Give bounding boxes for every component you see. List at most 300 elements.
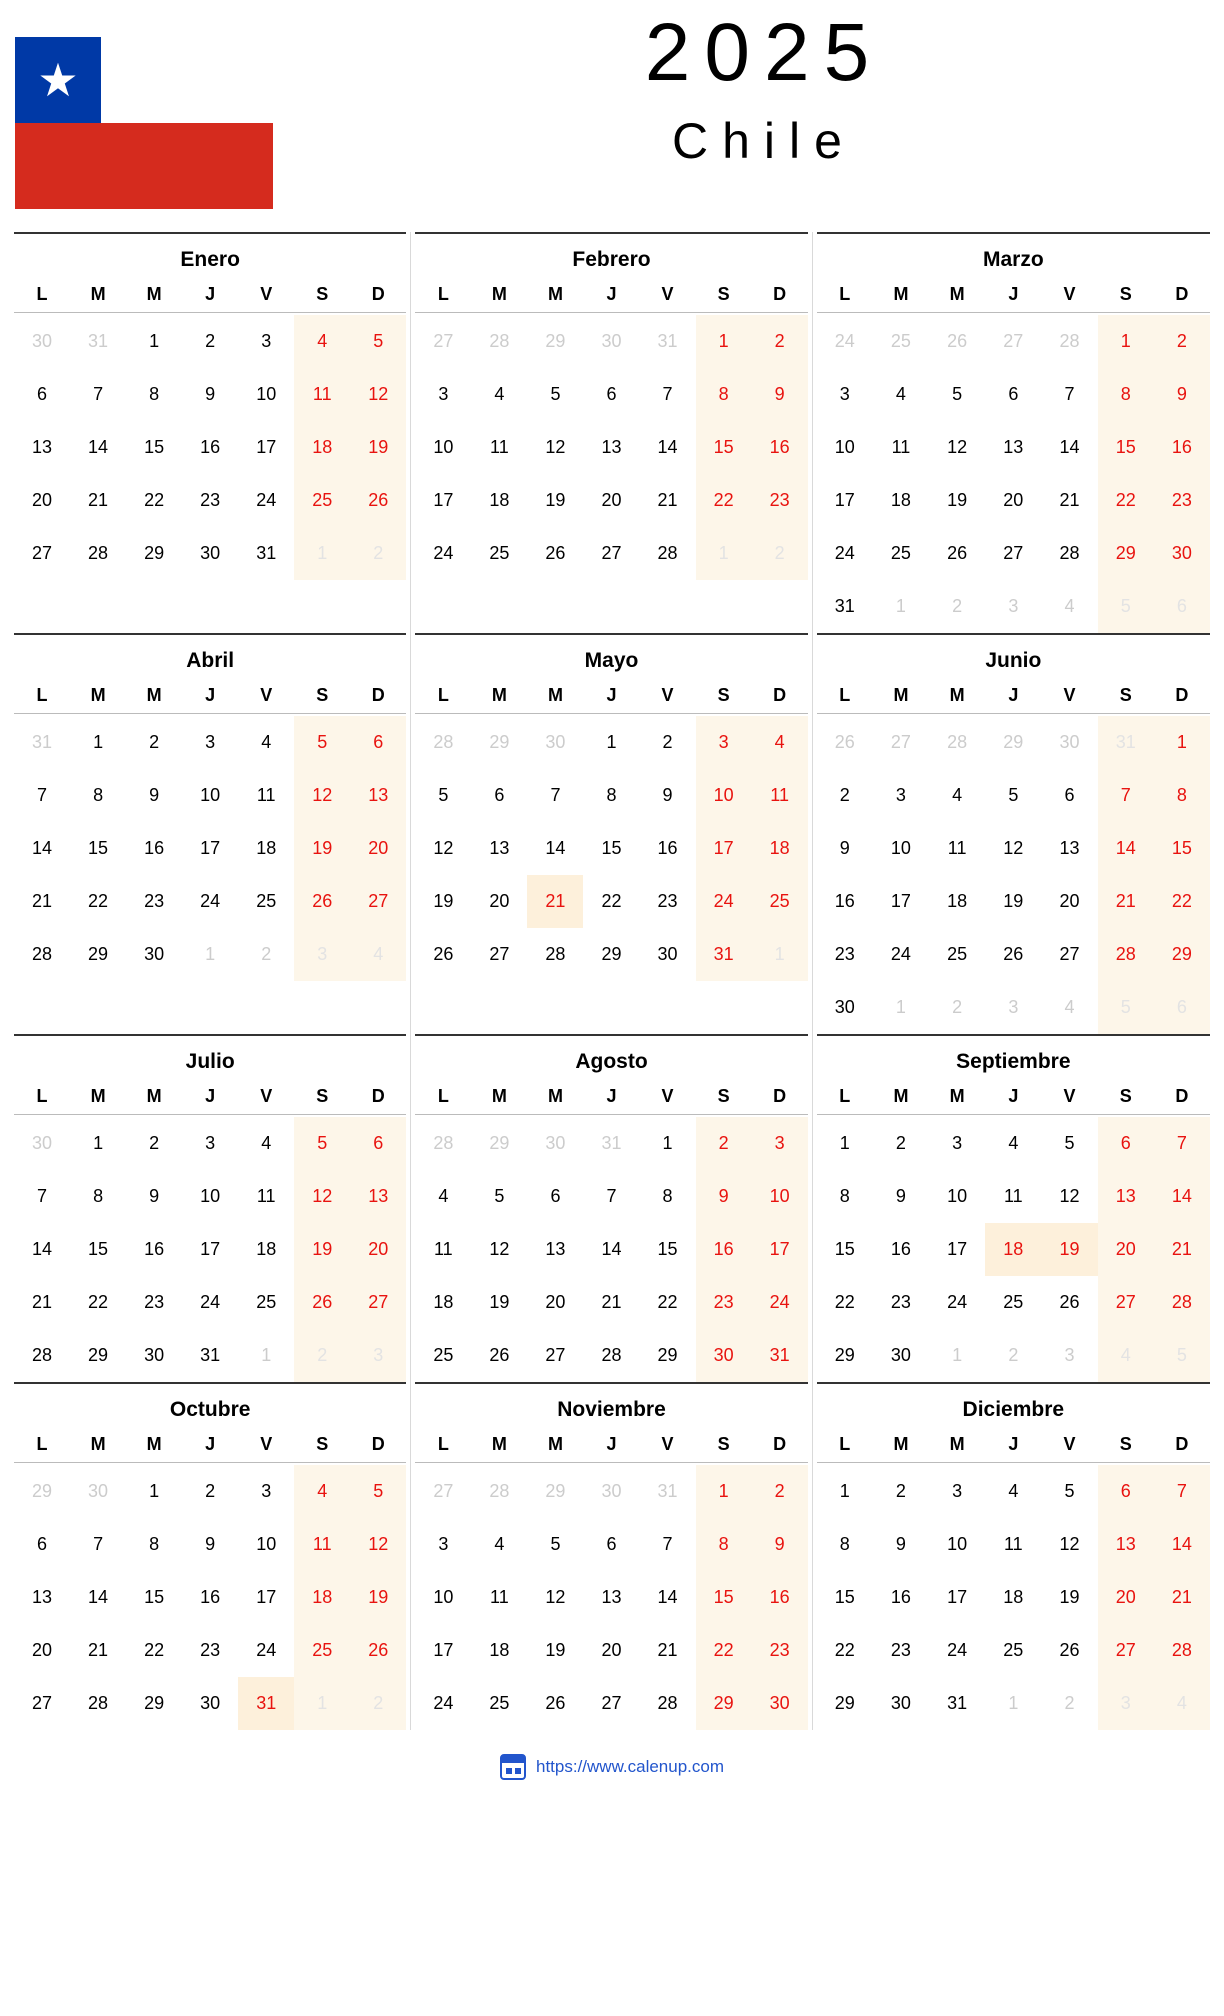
day-cell[interactable]: 8: [696, 368, 752, 421]
day-cell[interactable]: 21: [32, 891, 53, 911]
day-cell[interactable]: 8: [696, 1518, 752, 1571]
day-cell[interactable]: 2: [839, 785, 850, 805]
day-cell[interactable]: 16: [200, 1587, 221, 1607]
day-cell[interactable]: 1: [93, 1133, 104, 1153]
day-cell[interactable]: 29: [545, 1481, 566, 1501]
day-cell[interactable]: 12: [350, 368, 406, 421]
day-cell[interactable]: 3: [1098, 1677, 1154, 1730]
day-cell[interactable]: 22: [88, 1292, 109, 1312]
day-cell[interactable]: 1: [839, 1481, 850, 1501]
day-cell[interactable]: 21: [1098, 875, 1154, 928]
day-cell[interactable]: 4: [752, 716, 808, 769]
day-cell[interactable]: 30: [1059, 732, 1080, 752]
day-cell[interactable]: 27: [32, 543, 53, 563]
day-cell[interactable]: 16: [696, 1223, 752, 1276]
day-cell[interactable]: 1: [895, 997, 906, 1017]
day-cell[interactable]: 7: [1154, 1465, 1210, 1518]
day-cell[interactable]: 2: [205, 1481, 216, 1501]
day-cell[interactable]: 14: [601, 1239, 622, 1259]
day-cell[interactable]: 7: [1064, 384, 1075, 404]
day-cell[interactable]: 4: [1064, 596, 1075, 616]
day-cell[interactable]: 15: [834, 1239, 855, 1259]
day-cell[interactable]: 3: [205, 1133, 216, 1153]
day-cell[interactable]: 31: [696, 928, 752, 981]
day-cell[interactable]: 3: [752, 1117, 808, 1170]
day-cell[interactable]: 27: [1098, 1624, 1154, 1677]
day-cell[interactable]: 27: [1098, 1276, 1154, 1329]
day-cell[interactable]: 3: [261, 331, 272, 351]
day-cell[interactable]: 31: [200, 1345, 221, 1365]
day-cell[interactable]: 11: [434, 1239, 453, 1259]
day-cell[interactable]: 15: [88, 838, 109, 858]
day-cell[interactable]: 22: [834, 1640, 855, 1660]
day-cell[interactable]: 11: [1003, 1186, 1023, 1206]
day-cell[interactable]: 3: [261, 1481, 272, 1501]
day-cell[interactable]: 23: [657, 891, 678, 911]
day-cell[interactable]: 25: [256, 1292, 277, 1312]
day-cell[interactable]: 5: [294, 1117, 350, 1170]
day-cell[interactable]: 17: [752, 1223, 808, 1276]
day-cell[interactable]: 8: [662, 1186, 673, 1206]
day-cell[interactable]: 27: [601, 543, 622, 563]
day-cell[interactable]: 3: [1064, 1345, 1075, 1365]
day-cell[interactable]: 30: [545, 1133, 566, 1153]
day-cell[interactable]: 15: [144, 437, 165, 457]
day-cell[interactable]: 20: [350, 822, 406, 875]
day-cell[interactable]: 29: [834, 1693, 855, 1713]
day-cell[interactable]: 23: [752, 474, 808, 527]
day-cell[interactable]: 8: [1154, 769, 1210, 822]
day-cell[interactable]: 28: [947, 732, 968, 752]
day-cell[interactable]: 4: [1008, 1481, 1019, 1501]
day-cell[interactable]: 9: [205, 1534, 216, 1554]
day-cell[interactable]: 9: [662, 785, 673, 805]
day-cell[interactable]: 5: [1098, 580, 1154, 633]
day-cell[interactable]: 14: [545, 838, 566, 858]
day-cell[interactable]: 8: [839, 1534, 850, 1554]
day-cell[interactable]: 29: [144, 1693, 165, 1713]
day-cell[interactable]: 18: [256, 1239, 277, 1259]
day-cell[interactable]: 27: [1003, 543, 1024, 563]
day-cell[interactable]: 27: [1059, 944, 1080, 964]
day-cell[interactable]: 10: [200, 785, 221, 805]
day-cell[interactable]: 29: [834, 1345, 855, 1365]
day-cell[interactable]: 24: [200, 891, 221, 911]
day-cell[interactable]: 27: [32, 1693, 53, 1713]
day-cell[interactable]: 26: [350, 474, 406, 527]
day-cell[interactable]: 29: [657, 1345, 678, 1365]
day-cell[interactable]: 27: [433, 1481, 454, 1501]
day-cell[interactable]: 21: [32, 1292, 53, 1312]
day-cell[interactable]: 1: [1098, 315, 1154, 368]
day-cell[interactable]: 2: [149, 1133, 160, 1153]
day-cell[interactable]: 3: [839, 384, 850, 404]
day-cell[interactable]: 25: [947, 944, 968, 964]
day-cell[interactable]: 14: [1154, 1518, 1210, 1571]
day-cell[interactable]: 17: [433, 490, 454, 510]
day-cell[interactable]: 30: [545, 732, 566, 752]
day-cell[interactable]: 12: [1003, 838, 1024, 858]
day-cell[interactable]: 2: [952, 997, 963, 1017]
day-cell[interactable]: 4: [1154, 1677, 1210, 1730]
day-cell[interactable]: 12: [545, 1587, 566, 1607]
day-cell[interactable]: 22: [88, 891, 109, 911]
day-cell[interactable]: 1: [839, 1133, 850, 1153]
day-cell[interactable]: 13: [32, 437, 53, 457]
day-cell[interactable]: 3: [952, 1481, 963, 1501]
day-cell[interactable]: 28: [88, 1693, 109, 1713]
day-cell[interactable]: 28: [489, 1481, 510, 1501]
day-cell[interactable]: 3: [438, 1534, 449, 1554]
day-cell[interactable]: 21: [1154, 1571, 1210, 1624]
day-cell[interactable]: 18: [752, 822, 808, 875]
day-cell[interactable]: 27: [545, 1345, 566, 1365]
day-cell[interactable]: 2: [895, 1481, 906, 1501]
day-cell[interactable]: 30: [32, 1133, 53, 1153]
day-cell[interactable]: 16: [1154, 421, 1210, 474]
day-cell[interactable]: 5: [350, 315, 406, 368]
day-cell[interactable]: 26: [489, 1345, 510, 1365]
day-cell[interactable]: 28: [88, 543, 109, 563]
day-cell[interactable]: 27: [350, 1276, 406, 1329]
day-cell[interactable]: 21: [1059, 490, 1080, 510]
day-cell[interactable]: 30: [601, 331, 622, 351]
day-cell[interactable]: 2: [952, 596, 963, 616]
day-cell[interactable]: 28: [1098, 928, 1154, 981]
day-cell[interactable]: 6: [1154, 580, 1210, 633]
day-cell[interactable]: 24: [834, 331, 855, 351]
day-cell[interactable]: 21: [88, 490, 109, 510]
day-cell[interactable]: 6: [37, 384, 48, 404]
day-cell[interactable]: 30: [752, 1677, 808, 1730]
day-cell[interactable]: 18: [294, 1571, 350, 1624]
day-cell[interactable]: 1: [696, 1465, 752, 1518]
day-cell[interactable]: 28: [433, 1133, 454, 1153]
day-cell[interactable]: 19: [545, 490, 566, 510]
day-cell[interactable]: 13: [601, 1587, 622, 1607]
day-cell[interactable]: 29: [1098, 527, 1154, 580]
day-cell[interactable]: 13: [350, 769, 406, 822]
day-cell[interactable]: 13: [545, 1239, 566, 1259]
day-cell[interactable]: 27: [433, 331, 454, 351]
day-cell[interactable]: 14: [88, 1587, 109, 1607]
day-cell[interactable]: 5: [952, 384, 963, 404]
day-cell[interactable]: 12: [1059, 1534, 1080, 1554]
day-cell[interactable]: 17: [947, 1587, 968, 1607]
day-cell[interactable]: 31: [238, 1677, 294, 1730]
day-cell[interactable]: 7: [662, 1534, 673, 1554]
day-cell[interactable]: 3: [895, 785, 906, 805]
day-cell[interactable]: 25: [256, 891, 277, 911]
day-cell[interactable]: 24: [200, 1292, 221, 1312]
day-cell[interactable]: 10: [947, 1186, 968, 1206]
day-cell[interactable]: 15: [88, 1239, 109, 1259]
day-cell[interactable]: 1: [952, 1345, 963, 1365]
day-cell[interactable]: 31: [32, 732, 53, 752]
day-cell[interactable]: 4: [1008, 1133, 1019, 1153]
day-cell[interactable]: 14: [657, 437, 678, 457]
day-cell[interactable]: 20: [545, 1292, 566, 1312]
day-cell[interactable]: 10: [256, 384, 277, 404]
day-cell[interactable]: 27: [890, 732, 911, 752]
day-cell[interactable]: 20: [601, 490, 622, 510]
day-cell[interactable]: 31: [657, 331, 678, 351]
day-cell[interactable]: 31: [752, 1329, 808, 1382]
day-cell[interactable]: 10: [433, 1587, 454, 1607]
day-cell[interactable]: 9: [895, 1186, 906, 1206]
day-cell[interactable]: 11: [294, 368, 350, 421]
day-cell[interactable]: 21: [657, 1640, 678, 1660]
day-cell[interactable]: 5: [1154, 1329, 1210, 1382]
day-cell[interactable]: 29: [88, 1345, 109, 1365]
day-cell[interactable]: 12: [294, 1170, 350, 1223]
day-cell[interactable]: 25: [294, 1624, 350, 1677]
day-cell[interactable]: 7: [37, 785, 48, 805]
day-cell[interactable]: 28: [1059, 331, 1080, 351]
day-cell[interactable]: 3: [1008, 596, 1019, 616]
day-cell[interactable]: 16: [144, 838, 165, 858]
day-cell[interactable]: 10: [947, 1534, 968, 1554]
day-cell[interactable]: 5: [1064, 1481, 1075, 1501]
day-cell[interactable]: 26: [350, 1624, 406, 1677]
day-cell[interactable]: 1: [149, 1481, 160, 1501]
day-cell[interactable]: 2: [261, 944, 272, 964]
day-cell[interactable]: 11: [752, 769, 808, 822]
day-cell[interactable]: 26: [1003, 944, 1024, 964]
day-cell[interactable]: 25: [489, 1693, 510, 1713]
day-cell[interactable]: 7: [606, 1186, 617, 1206]
day-cell[interactable]: 14: [657, 1587, 678, 1607]
day-cell[interactable]: 29: [88, 944, 109, 964]
day-cell[interactable]: 22: [1098, 474, 1154, 527]
day-cell[interactable]: 5: [1008, 785, 1019, 805]
day-cell[interactable]: 19: [350, 421, 406, 474]
day-cell[interactable]: 4: [1098, 1329, 1154, 1382]
day-cell[interactable]: 2: [1064, 1693, 1075, 1713]
day-cell[interactable]: 19: [294, 1223, 350, 1276]
day-cell[interactable]: 19: [947, 490, 968, 510]
day-cell[interactable]: 10: [200, 1186, 221, 1206]
day-cell[interactable]: 28: [545, 944, 566, 964]
day-cell[interactable]: 23: [200, 490, 221, 510]
day-cell[interactable]: 13: [1098, 1170, 1154, 1223]
day-cell[interactable]: 30: [200, 1693, 221, 1713]
day-cell[interactable]: 26: [947, 331, 968, 351]
day-cell[interactable]: 20: [350, 1223, 406, 1276]
day-cell[interactable]: 24: [752, 1276, 808, 1329]
day-cell[interactable]: 13: [601, 437, 622, 457]
day-cell[interactable]: 10: [256, 1534, 277, 1554]
day-cell[interactable]: 2: [752, 315, 808, 368]
day-cell[interactable]: 25: [489, 543, 510, 563]
day-cell[interactable]: 28: [1154, 1276, 1210, 1329]
day-cell[interactable]: 30: [601, 1481, 622, 1501]
day-cell[interactable]: 26: [545, 543, 566, 563]
day-cell[interactable]: 16: [752, 1571, 808, 1624]
day-cell[interactable]: 20: [1098, 1223, 1154, 1276]
day-cell[interactable]: 30: [144, 1345, 165, 1365]
day-cell[interactable]: 25: [1003, 1640, 1024, 1660]
day-cell[interactable]: 14: [1098, 822, 1154, 875]
day-cell[interactable]: 14: [88, 437, 109, 457]
day-cell[interactable]: 22: [696, 474, 752, 527]
day-cell[interactable]: 28: [489, 331, 510, 351]
footer-link[interactable]: https://www.calenup.com: [535, 1757, 725, 1776]
day-cell[interactable]: 24: [947, 1292, 968, 1312]
day-cell[interactable]: 7: [1098, 769, 1154, 822]
day-cell[interactable]: 26: [1059, 1640, 1080, 1660]
day-cell[interactable]: 1: [149, 331, 160, 351]
day-cell[interactable]: 27: [601, 1693, 622, 1713]
day-cell[interactable]: 9: [1154, 368, 1210, 421]
day-cell[interactable]: 28: [601, 1345, 622, 1365]
day-cell[interactable]: 25: [890, 543, 911, 563]
day-cell[interactable]: 30: [32, 331, 53, 351]
day-cell[interactable]: 2: [662, 732, 673, 752]
day-cell[interactable]: 22: [834, 1292, 855, 1312]
day-cell[interactable]: 5: [1098, 981, 1154, 1034]
day-cell[interactable]: 7: [662, 384, 673, 404]
day-cell[interactable]: 15: [696, 1571, 752, 1624]
day-cell[interactable]: 24: [256, 1640, 277, 1660]
day-cell[interactable]: 11: [947, 838, 967, 858]
day-cell[interactable]: 6: [1008, 384, 1019, 404]
day-cell[interactable]: 11: [256, 1186, 276, 1206]
day-cell[interactable]: 20: [489, 891, 510, 911]
day-cell[interactable]: 2: [350, 1677, 406, 1730]
day-cell[interactable]: 31: [88, 331, 109, 351]
day-cell[interactable]: 6: [1064, 785, 1075, 805]
day-cell[interactable]: 29: [144, 543, 165, 563]
day-cell[interactable]: 31: [947, 1693, 968, 1713]
day-cell[interactable]: 27: [489, 944, 510, 964]
day-cell[interactable]: 3: [205, 732, 216, 752]
day-cell[interactable]: 4: [952, 785, 963, 805]
day-cell[interactable]: 1: [205, 944, 216, 964]
day-cell[interactable]: 3: [696, 716, 752, 769]
day-cell[interactable]: 26: [834, 732, 855, 752]
day-cell[interactable]: 28: [32, 944, 53, 964]
day-cell[interactable]: 25: [752, 875, 808, 928]
day-cell[interactable]: 5: [494, 1186, 505, 1206]
day-cell[interactable]: 7: [37, 1186, 48, 1206]
day-cell[interactable]: 22: [144, 1640, 165, 1660]
day-cell[interactable]: 31: [834, 596, 855, 616]
day-cell[interactable]: 1: [294, 1677, 350, 1730]
day-cell[interactable]: 19: [1059, 1587, 1080, 1607]
day-cell[interactable]: 24: [890, 944, 911, 964]
day-cell[interactable]: 26: [545, 1693, 566, 1713]
day-cell[interactable]: 31: [1098, 716, 1154, 769]
day-cell[interactable]: 16: [200, 437, 221, 457]
day-cell[interactable]: 4: [294, 315, 350, 368]
day-cell[interactable]: 30: [696, 1329, 752, 1382]
day-cell[interactable]: 2: [696, 1117, 752, 1170]
day-cell[interactable]: 14: [32, 838, 53, 858]
day-cell[interactable]: 13: [489, 838, 510, 858]
day-cell[interactable]: 22: [144, 490, 165, 510]
day-cell[interactable]: 21: [1154, 1223, 1210, 1276]
day-cell[interactable]: 22: [1154, 875, 1210, 928]
day-cell[interactable]: 4: [438, 1186, 449, 1206]
day-cell[interactable]: 5: [350, 1465, 406, 1518]
day-cell[interactable]: 23: [890, 1292, 911, 1312]
day-cell[interactable]: 15: [657, 1239, 678, 1259]
day-cell[interactable]: 16: [752, 421, 808, 474]
day-cell[interactable]: 18: [890, 490, 911, 510]
day-cell[interactable]: 10: [696, 769, 752, 822]
day-cell[interactable]: 12: [1059, 1186, 1080, 1206]
day-cell[interactable]: 7: [550, 785, 561, 805]
day-cell[interactable]: 30: [1154, 527, 1210, 580]
day-cell[interactable]: 20: [1098, 1571, 1154, 1624]
day-cell[interactable]: 11: [256, 785, 276, 805]
day-cell[interactable]: 3: [438, 384, 449, 404]
day-cell[interactable]: 5: [438, 785, 449, 805]
day-cell[interactable]: 7: [1154, 1117, 1210, 1170]
day-cell[interactable]: 8: [606, 785, 617, 805]
day-cell[interactable]: 16: [144, 1239, 165, 1259]
day-cell[interactable]: 16: [657, 838, 678, 858]
day-cell[interactable]: 15: [1154, 822, 1210, 875]
day-cell[interactable]: 12: [489, 1239, 510, 1259]
day-cell[interactable]: 30: [890, 1693, 911, 1713]
day-cell[interactable]: 24: [834, 543, 855, 563]
day-cell[interactable]: 15: [1098, 421, 1154, 474]
day-cell[interactable]: 6: [494, 785, 505, 805]
day-cell[interactable]: 13: [1059, 838, 1080, 858]
day-cell[interactable]: 24: [947, 1640, 968, 1660]
day-cell[interactable]: 9: [149, 1186, 160, 1206]
day-cell[interactable]: 2: [1154, 315, 1210, 368]
day-cell[interactable]: 24: [433, 543, 454, 563]
day-cell[interactable]: 17: [696, 822, 752, 875]
day-cell[interactable]: 17: [890, 891, 911, 911]
day-cell[interactable]: 18: [294, 421, 350, 474]
day-cell[interactable]: 19: [350, 1571, 406, 1624]
day-cell[interactable]: 17: [256, 437, 277, 457]
day-cell[interactable]: 18: [985, 1223, 1041, 1276]
day-cell[interactable]: 3: [294, 928, 350, 981]
day-cell[interactable]: 27: [350, 875, 406, 928]
day-cell[interactable]: 21: [527, 875, 583, 928]
day-cell[interactable]: 6: [1098, 1117, 1154, 1170]
day-cell[interactable]: 6: [350, 1117, 406, 1170]
day-cell[interactable]: 16: [890, 1239, 911, 1259]
day-cell[interactable]: 22: [601, 891, 622, 911]
day-cell[interactable]: 1: [606, 732, 617, 752]
day-cell[interactable]: 4: [261, 732, 272, 752]
day-cell[interactable]: 12: [350, 1518, 406, 1571]
day-cell[interactable]: 13: [350, 1170, 406, 1223]
day-cell[interactable]: 14: [1059, 437, 1080, 457]
day-cell[interactable]: 20: [32, 490, 53, 510]
day-cell[interactable]: 11: [490, 1587, 509, 1607]
day-cell[interactable]: 8: [149, 384, 160, 404]
day-cell[interactable]: 3: [1008, 997, 1019, 1017]
day-cell[interactable]: 13: [32, 1587, 53, 1607]
day-cell[interactable]: 4: [261, 1133, 272, 1153]
day-cell[interactable]: 11: [294, 1518, 350, 1571]
day-cell[interactable]: 14: [32, 1239, 53, 1259]
day-cell[interactable]: 26: [433, 944, 454, 964]
day-cell[interactable]: 9: [752, 1518, 808, 1571]
day-cell[interactable]: 4: [350, 928, 406, 981]
day-cell[interactable]: 9: [752, 368, 808, 421]
day-cell[interactable]: 4: [895, 384, 906, 404]
day-cell[interactable]: 1: [1008, 1693, 1019, 1713]
day-cell[interactable]: 2: [149, 732, 160, 752]
